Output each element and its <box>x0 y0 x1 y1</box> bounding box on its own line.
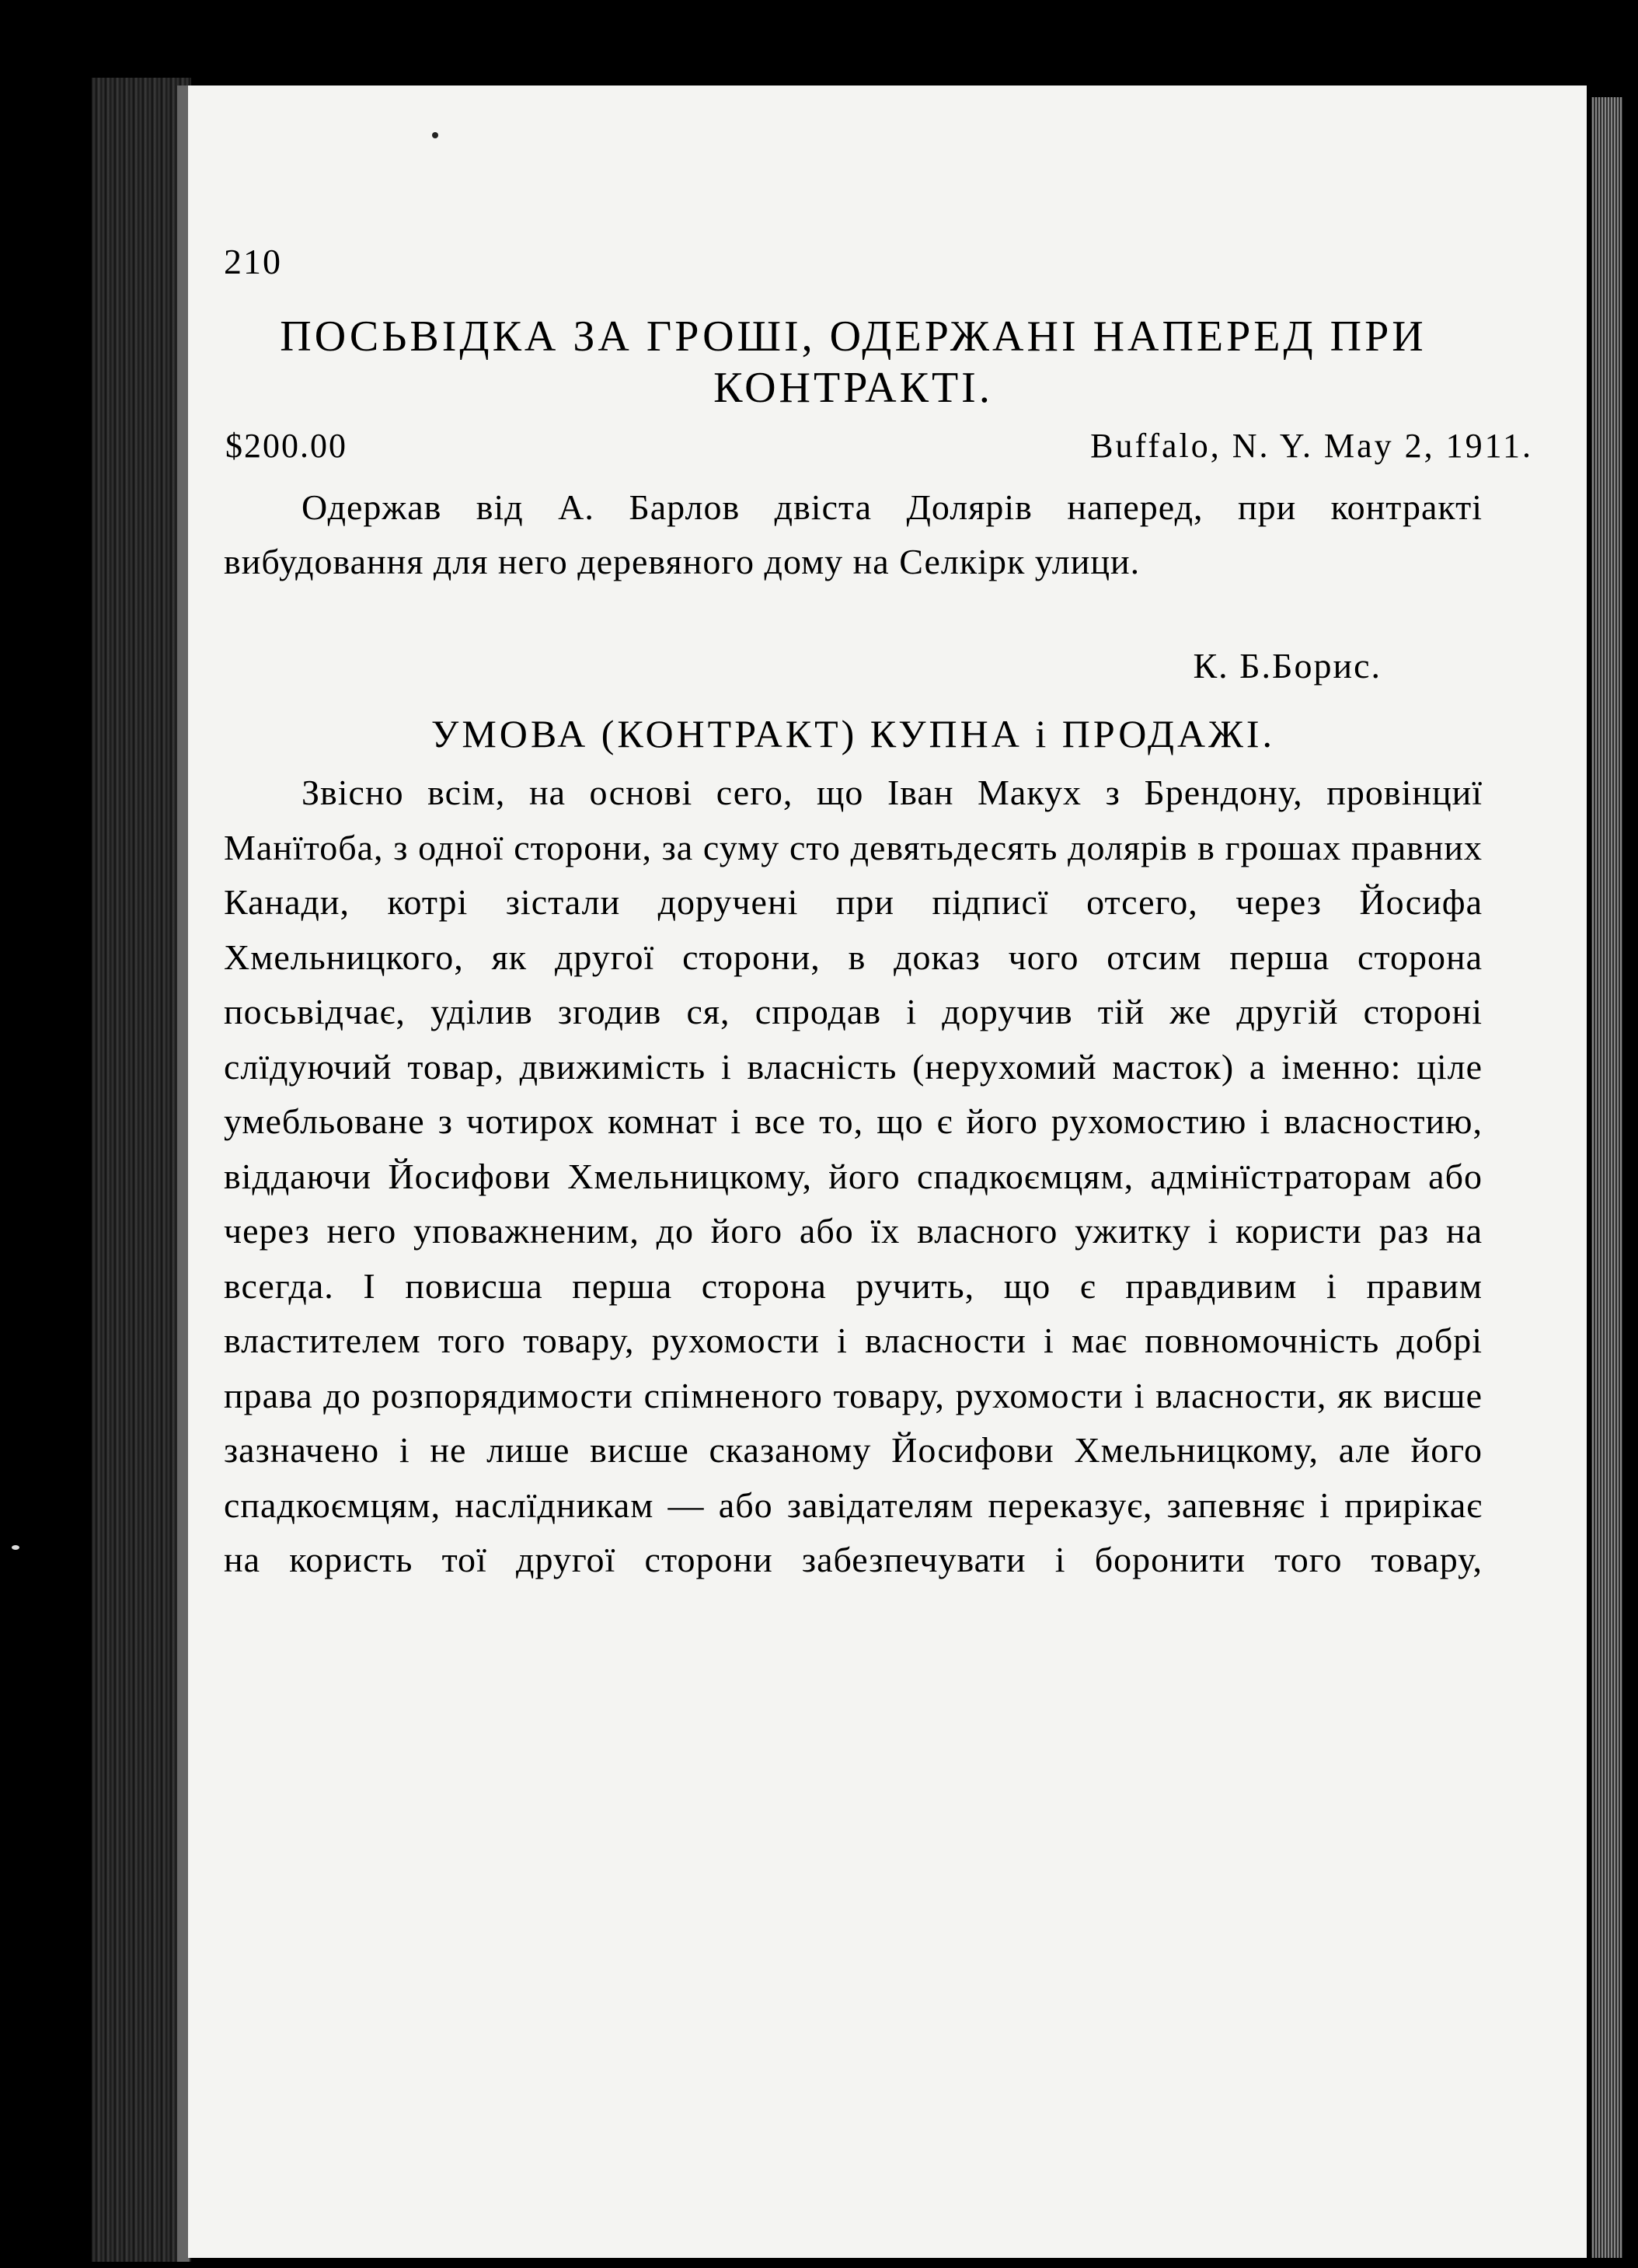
receipt-signature: К. Б.Борис. <box>1193 646 1382 686</box>
contract-heading: УМОВА (КОНТРАКТ) КУПНА і ПРОДАЖІ. <box>430 712 1276 755</box>
contract-text: Звісно всім, на основі сего, що Іван Макух з Брендону, провінциї Манїтоба, з одної сторони, за суму сто девятьдесять долярів в грошах правних Канади, котрі зістали доручені при підписї отсего, через Йосифа Хмельницкого, як другої сторони, в доказ чого отсим перша сторона посьвідчає, уділив згодив ся, спродав і доручив тій же другій стороні слїдуючий товар, движимість і власність (нерухомий масток) а іменно: ціле умебльоване з чотирох комнат і все то, що є його рухомостию і власностию, віддаючи Йосифови Хмельницкому, його спадкоємцям, адмінїстраторам або через него уповажненим, до його або їх власного ужитку і користи раз на всегда. І повисша перша сторона ручить, що є правдивим і правим властителем того товару, рухомости і власности і має повномочність добрі права до розпорядимости спімненого товару, рухомости і власности, як висше зазначено і не лише висше сказаному Йосифови Хмельницкому, але його спадкоємцям, наслїдникам — або завідателям переказує, запевняє і прирікає на користь тої другої сторони забезпечувати і боронити того товару, <box>224 773 1483 1579</box>
scan-speck <box>12 1545 19 1550</box>
book-spine-edge <box>92 78 191 2262</box>
receipt-place-date: Buffalo, N. Y. May 2, 1911. <box>1090 427 1533 465</box>
scan-speck <box>432 132 438 138</box>
receipt-text: Одержав від А. Барлов двіста Долярів наперед, при контракті вибудовання для него деревяного дому на Селкірк улици. <box>224 487 1483 581</box>
receipt-heading: ПОСЬВІДКА ЗА ГРОШІ, ОДЕРЖАНІ НАПЕРЕД ПРИ КОНТРАКТІ. <box>280 312 1427 412</box>
page-number: 210 <box>224 242 282 281</box>
receipt-amount: $200.00 <box>225 427 347 465</box>
page-right-edge <box>1591 97 1622 2258</box>
